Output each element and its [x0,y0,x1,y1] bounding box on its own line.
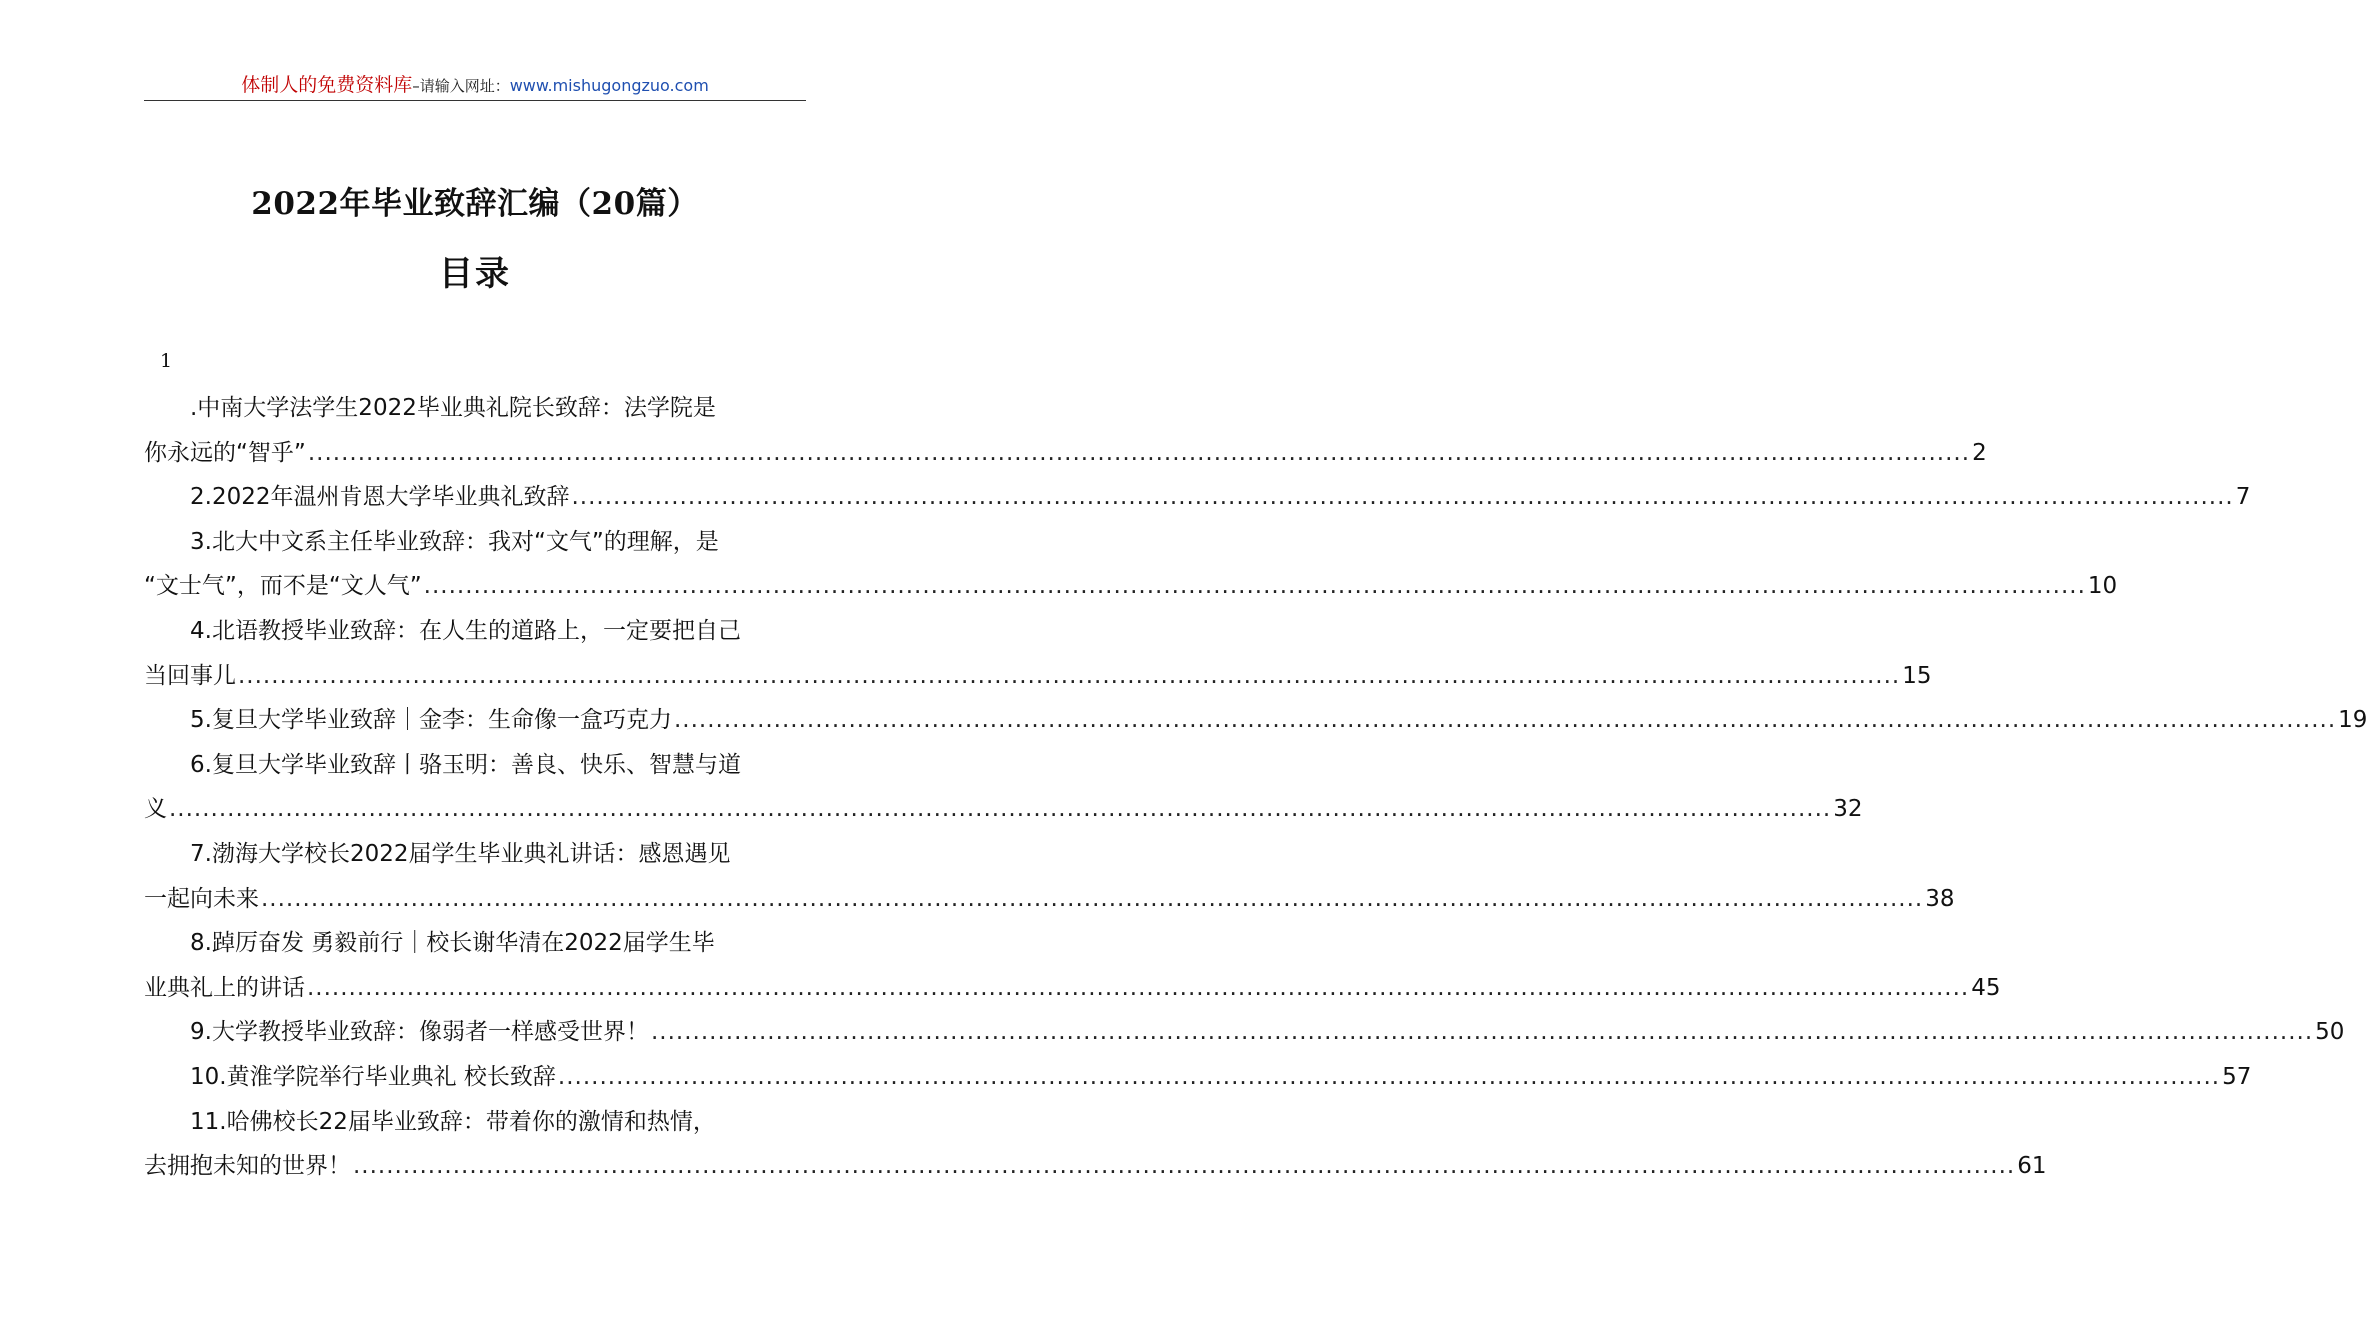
header-brand: 体制人的免费资料库 [241,74,413,96]
toc-entry-title-line1: 7.渤海大学校长2022届学生毕业典礼讲话：感恩遇见 [190,840,731,867]
toc-dot-leader: ........................................................................................................................................................................................................ [673,707,2337,734]
toc-entry-title-line2: 当回事儿 [144,662,236,689]
toc-orphan-number: 1 [160,350,173,372]
toc-entry-title-line2: 业典礼上的讲话 [144,974,305,1001]
toc-entry[interactable] [144,921,2001,1010]
document-title: 2022年毕业致辞汇编（20篇） [251,186,699,222]
toc-entry-title-line2: 去拥抱未知的世界！ [144,1153,351,1180]
toc-page-number: 19 [2338,707,2367,734]
toc-entry-title-line2: 5.复旦大学毕业致辞｜金李：生命像一盒巧克力 [190,707,672,734]
toc-entry-title-line1: 4.北语教授毕业致辞：在人生的道路上，一定要把自己 [190,617,741,644]
toc-entry-title-line2: 一起向未来 [144,885,259,912]
page-header [144,70,806,101]
toc-page-number: 57 [2222,1063,2252,1090]
toc-entry[interactable] [144,698,2367,743]
toc-entry-title-line2: 9.大学教授毕业致辞：像弱者一样感受世界！ [190,1019,649,1046]
header-url-link[interactable]: www.mishugongzuo.com [509,76,709,95]
toc-dot-leader: ........................................................................................................................................................................................................ [169,796,1832,823]
toc-dot-leader: ........................................................................................................................................................................................................ [650,1019,2314,1046]
toc-page-number: 45 [1971,974,2001,1001]
toc-dot-leader: ........................................................................................................................................................................................................ [261,885,1924,912]
toc-page-number: 61 [2017,1153,2047,1180]
toc-page-number: 10 [2087,573,2118,600]
toc-entry-title-line1: 8.踔厉奋发 勇毅前行｜校长谢华清在2022届学生毕 [190,930,715,957]
toc-heading: 目录 [439,254,511,294]
toc-dot-leader: ........................................................................................................................................................................................................ [307,974,1970,1001]
toc-entry-title-line2: 2.2022年温州肯恩大学毕业典礼致辞 [190,484,570,511]
table-of-contents [144,386,2367,1189]
toc-dot-leader: ........................................................................................................................................................................................................ [423,573,2086,600]
toc-entry-title-line2: 你永远的“智乎” [144,439,306,466]
toc-dot-leader: ........................................................................................................................................................................................................ [307,439,1971,466]
toc-entry-title-line2: 义 [144,796,167,823]
toc-page-number: 50 [2315,1019,2345,1046]
toc-page-number: 2 [1972,439,1987,466]
toc-page-number: 32 [1833,796,1863,823]
toc-page-number: 15 [1902,662,1932,689]
toc-entry-title-line1: 6.复旦大学毕业致辞丨骆玉明：善良、快乐、智慧与道 [190,751,741,778]
toc-entry[interactable] [144,609,1932,698]
toc-page-number: 38 [1925,885,1955,912]
toc-entry[interactable] [144,1100,2047,1189]
toc-entry[interactable] [144,832,1955,921]
toc-entry-title-line1: 3.北大中文系主任毕业致辞：我对“文气”的理解，是 [190,528,719,555]
toc-entry-title-line2: 10.黄淮学院举行毕业典礼 校长致辞 [190,1063,556,1090]
toc-entry-title-line1: .中南大学法学生2022毕业典礼院长致辞：法学院是 [190,395,716,421]
toc-entry-title-line1: 11.哈佛校长22届毕业致辞：带着你的激情和热情， [190,1108,716,1135]
toc-entry[interactable] [144,520,2118,609]
toc-entry[interactable] [144,386,1987,475]
toc-page-number: 7 [2235,484,2251,511]
toc-entry[interactable] [144,1055,2252,1100]
toc-entry[interactable] [144,743,1863,832]
toc-dot-leader: ........................................................................................................................................................................................................ [353,1153,2016,1180]
toc-entry[interactable] [144,475,2251,520]
toc-entry[interactable] [144,1010,2345,1055]
toc-dot-leader: ........................................................................................................................................................................................................ [571,484,2234,511]
toc-dot-leader: ........................................................................................................................................................................................................ [557,1063,2221,1090]
toc-entry-title-line2: “文士气”，而不是“文人气” [144,573,422,600]
toc-dot-leader: ........................................................................................................................................................................................................ [238,662,1901,689]
header-separator: –请输入网址： [412,77,510,95]
